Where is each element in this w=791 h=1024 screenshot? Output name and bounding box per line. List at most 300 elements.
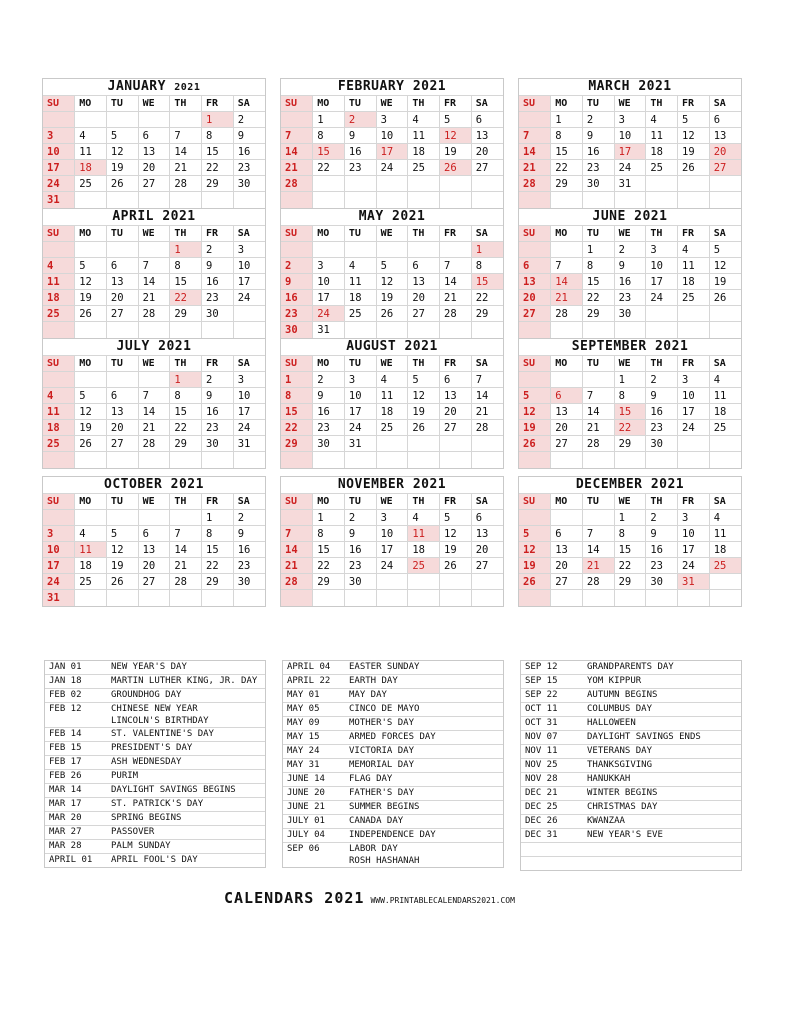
- day-cell: 24: [43, 176, 75, 192]
- holiday-name: MAY DAY: [349, 690, 387, 700]
- day-cell: 18: [646, 144, 678, 160]
- day-cell: 28: [281, 574, 313, 590]
- holiday-row: [283, 814, 503, 828]
- day-cell: [582, 372, 614, 388]
- day-cell: [678, 322, 710, 338]
- day-cell: [709, 322, 741, 338]
- day-cell: 2: [646, 510, 678, 526]
- day-cell: 26: [440, 558, 472, 574]
- day-cell: [43, 242, 75, 258]
- day-cell: 8: [313, 128, 345, 144]
- month-october: [42, 476, 266, 607]
- day-cell: 19: [440, 144, 472, 160]
- weekday-header: TU: [582, 226, 614, 242]
- month-name: AUGUST: [346, 339, 397, 354]
- day-cell: 29: [170, 436, 202, 452]
- month-august: [280, 338, 504, 469]
- month-name: MAY: [358, 209, 384, 224]
- holiday-date: SEP 06: [287, 844, 320, 854]
- day-cell: 17: [678, 404, 710, 420]
- day-cell: 28: [138, 436, 170, 452]
- holiday-name: FLAG DAY: [349, 774, 393, 784]
- day-cell: 2: [202, 242, 234, 258]
- holiday-date: MAR 28: [49, 841, 82, 851]
- day-cell: 30: [233, 574, 265, 590]
- day-cell: 19: [106, 558, 138, 574]
- weekday-header: SU: [281, 356, 313, 372]
- day-cell: 7: [440, 258, 472, 274]
- day-cell: 29: [582, 306, 614, 322]
- day-cell: 25: [678, 290, 710, 306]
- month-name: JULY: [116, 339, 150, 354]
- weekday-header: SU: [519, 226, 551, 242]
- day-cell: 18: [678, 274, 710, 290]
- day-cell: 7: [281, 526, 313, 542]
- day-cell: [408, 574, 440, 590]
- month-name: JUNE: [592, 209, 626, 224]
- day-cell: [519, 452, 551, 468]
- day-cell: [313, 192, 345, 208]
- day-cell: 25: [408, 160, 440, 176]
- day-cell: 27: [709, 160, 741, 176]
- day-cell: 30: [281, 322, 313, 338]
- weekday-header: SU: [281, 226, 313, 242]
- day-cell: 26: [376, 306, 408, 322]
- day-cell: 21: [138, 290, 170, 306]
- day-cell: 8: [471, 258, 503, 274]
- day-cell: 4: [709, 372, 741, 388]
- weekday-header: SU: [519, 96, 551, 112]
- day-cell: 9: [344, 526, 376, 542]
- holiday-list: [44, 660, 266, 868]
- month-december: [518, 476, 742, 607]
- day-cell: 15: [614, 404, 646, 420]
- weekday-header: TH: [646, 494, 678, 510]
- day-cell: [313, 242, 345, 258]
- weekday-header: TH: [646, 96, 678, 112]
- day-cell: 23: [582, 160, 614, 176]
- holiday-row: [283, 800, 503, 814]
- day-cell: 19: [678, 144, 710, 160]
- day-cell: 20: [408, 290, 440, 306]
- month-year: 2021: [654, 339, 689, 354]
- weekday-header: SU: [519, 356, 551, 372]
- weekday-header: TH: [646, 226, 678, 242]
- holiday-date: JUNE 14: [287, 774, 325, 784]
- day-cell: 25: [344, 306, 376, 322]
- day-cell: 10: [614, 128, 646, 144]
- day-cell: 7: [519, 128, 551, 144]
- day-cell: 23: [614, 290, 646, 306]
- day-cell: 2: [344, 510, 376, 526]
- month-name: APRIL: [112, 209, 154, 224]
- day-cell: 2: [344, 112, 376, 128]
- day-cell: 14: [582, 542, 614, 558]
- day-cell: 19: [75, 290, 107, 306]
- day-cell: [408, 322, 440, 338]
- day-cell: 7: [281, 128, 313, 144]
- day-cell: 15: [614, 542, 646, 558]
- day-cell: 17: [233, 404, 265, 420]
- day-cell: [471, 436, 503, 452]
- weekday-header: MO: [313, 356, 345, 372]
- holiday-name: VETERANS DAY: [587, 746, 653, 756]
- day-cell: [106, 452, 138, 468]
- day-cell: [646, 176, 678, 192]
- day-cell: [202, 192, 234, 208]
- day-cell: 12: [519, 542, 551, 558]
- day-cell: 20: [471, 144, 503, 160]
- day-cell: [281, 242, 313, 258]
- day-cell: 11: [43, 274, 75, 290]
- day-cell: 20: [519, 290, 551, 306]
- day-cell: [138, 112, 170, 128]
- day-cell: [408, 242, 440, 258]
- holiday-name: MOTHER'S DAY: [349, 718, 415, 728]
- day-cell: 23: [233, 160, 265, 176]
- day-cell: 3: [614, 112, 646, 128]
- day-cell: 28: [170, 574, 202, 590]
- day-cell: 21: [281, 558, 313, 574]
- day-cell: 12: [75, 404, 107, 420]
- day-cell: 7: [582, 388, 614, 404]
- weekday-header: TH: [408, 494, 440, 510]
- weekday-header: TH: [170, 356, 202, 372]
- day-cell: 10: [313, 274, 345, 290]
- holiday-date: MAR 20: [49, 813, 82, 823]
- weekday-header: TU: [582, 356, 614, 372]
- day-cell: [138, 242, 170, 258]
- holiday-name: PURIM: [111, 771, 139, 781]
- day-cell: 5: [408, 372, 440, 388]
- footer: [224, 888, 515, 907]
- weekday-header: FR: [202, 494, 234, 510]
- weekday-header: SA: [471, 494, 503, 510]
- month-title: [519, 79, 741, 95]
- day-cell: 14: [281, 542, 313, 558]
- day-cell: 25: [75, 176, 107, 192]
- holiday-date: NOV 07: [525, 732, 558, 742]
- weekday-header: WE: [138, 96, 170, 112]
- weekday-header: TU: [106, 226, 138, 242]
- day-cell: 5: [519, 388, 551, 404]
- day-cell: 28: [170, 176, 202, 192]
- day-cell: 23: [646, 558, 678, 574]
- holiday-date: DEC 25: [525, 802, 558, 812]
- holiday-date: MAR 27: [49, 827, 82, 837]
- day-cell: 5: [440, 112, 472, 128]
- weekday-header: WE: [138, 226, 170, 242]
- day-cell: 29: [313, 574, 345, 590]
- day-cell: 13: [709, 128, 741, 144]
- day-cell: [344, 452, 376, 468]
- weekday-header: WE: [614, 96, 646, 112]
- holiday-date: SEP 12: [525, 662, 558, 672]
- day-cell: 28: [519, 176, 551, 192]
- holiday-date: SEP 15: [525, 676, 558, 686]
- day-cell: [678, 306, 710, 322]
- weekday-header: WE: [376, 96, 408, 112]
- holiday-date: DEC 21: [525, 788, 558, 798]
- holiday-date: SEP 22: [525, 690, 558, 700]
- day-cell: 8: [202, 526, 234, 542]
- month-year: 2021: [170, 477, 204, 492]
- weekday-header: TH: [646, 356, 678, 372]
- day-cell: 24: [646, 290, 678, 306]
- day-cell: [408, 192, 440, 208]
- day-cell: 4: [75, 128, 107, 144]
- day-cell: 22: [614, 420, 646, 436]
- day-cell: 31: [313, 322, 345, 338]
- day-cell: [43, 322, 75, 338]
- day-cell: 14: [519, 144, 551, 160]
- day-cell: [440, 436, 472, 452]
- day-cell: 24: [678, 420, 710, 436]
- day-cell: 4: [376, 372, 408, 388]
- weekday-header: SU: [43, 96, 75, 112]
- day-cell: [233, 452, 265, 468]
- day-cell: 16: [202, 274, 234, 290]
- day-cell: 24: [678, 558, 710, 574]
- day-cell: [646, 452, 678, 468]
- day-cell: 10: [678, 526, 710, 542]
- day-cell: 21: [551, 290, 583, 306]
- day-cell: 28: [138, 306, 170, 322]
- month-year: 2021: [412, 79, 447, 94]
- weekday-header: WE: [376, 494, 408, 510]
- day-cell: [551, 510, 583, 526]
- day-cell: 11: [75, 144, 107, 160]
- day-cell: [43, 372, 75, 388]
- weekday-header: FR: [202, 226, 234, 242]
- day-cell: [202, 452, 234, 468]
- day-cell: 28: [582, 574, 614, 590]
- day-cell: 3: [233, 242, 265, 258]
- day-cell: 30: [646, 574, 678, 590]
- holiday-row: [521, 688, 741, 702]
- day-cell: [551, 452, 583, 468]
- day-cell: [170, 452, 202, 468]
- day-cell: [138, 452, 170, 468]
- holiday-name: FATHER'S DAY: [349, 788, 415, 798]
- day-cell: 13: [471, 526, 503, 542]
- weekday-header: MO: [551, 226, 583, 242]
- holiday-name: [585, 857, 741, 870]
- day-cell: 21: [170, 160, 202, 176]
- day-cell: 18: [709, 542, 741, 558]
- day-cell: 12: [376, 274, 408, 290]
- day-cell: 1: [313, 112, 345, 128]
- day-cell: 9: [582, 128, 614, 144]
- holiday-row: [521, 730, 741, 744]
- weekday-header: TH: [408, 226, 440, 242]
- holiday-name: NEW YEAR'S DAY: [111, 662, 187, 672]
- day-cell: [471, 574, 503, 590]
- day-cell: 2: [233, 112, 265, 128]
- day-cell: [233, 322, 265, 338]
- day-cell: 31: [43, 590, 75, 606]
- day-cell: [678, 452, 710, 468]
- day-cell: 25: [709, 420, 741, 436]
- day-cell: [646, 322, 678, 338]
- holiday-date: MAY 24: [287, 746, 320, 756]
- holiday-row: [283, 674, 503, 688]
- day-cell: 27: [551, 574, 583, 590]
- day-cell: 12: [440, 526, 472, 542]
- day-cell: [440, 242, 472, 258]
- day-cell: 19: [75, 420, 107, 436]
- holiday-name: ARMED FORCES DAY: [349, 732, 436, 742]
- holiday-name: ST. PATRICK'S DAY: [111, 799, 204, 809]
- day-cell: 11: [408, 526, 440, 542]
- day-cell: 22: [281, 420, 313, 436]
- month-may: [280, 208, 504, 339]
- day-cell: 20: [471, 542, 503, 558]
- day-cell: 17: [678, 542, 710, 558]
- weekday-header: SA: [709, 356, 741, 372]
- month-title: [281, 477, 503, 493]
- weekday-header: TU: [582, 96, 614, 112]
- holiday-row: [45, 661, 265, 674]
- day-cell: [344, 322, 376, 338]
- holiday-row: [521, 758, 741, 772]
- day-cell: [313, 590, 345, 606]
- day-cell: 26: [75, 436, 107, 452]
- day-cell: 18: [75, 160, 107, 176]
- day-cell: 21: [440, 290, 472, 306]
- holiday-name: THANKSGIVING: [587, 760, 653, 770]
- day-cell: 22: [551, 160, 583, 176]
- day-cell: [344, 176, 376, 192]
- month-september: [518, 338, 742, 469]
- day-cell: 1: [582, 242, 614, 258]
- day-cell: 26: [75, 306, 107, 322]
- holiday-row: [521, 661, 741, 674]
- day-cell: 10: [376, 526, 408, 542]
- day-cell: [281, 510, 313, 526]
- holiday-name: WINTER BEGINS: [587, 788, 658, 798]
- day-cell: [281, 112, 313, 128]
- weekday-header: MO: [551, 494, 583, 510]
- day-cell: [138, 192, 170, 208]
- holiday-name: CINCO DE MAYO: [349, 704, 420, 714]
- weekday-header: FR: [440, 494, 472, 510]
- day-cell: [75, 112, 107, 128]
- holiday-row: [45, 811, 265, 825]
- day-cell: [709, 192, 741, 208]
- holiday-date: FEB 26: [49, 771, 82, 781]
- day-cell: [614, 322, 646, 338]
- holiday-row: [45, 839, 265, 853]
- holiday-row: [521, 744, 741, 758]
- day-cell: [408, 176, 440, 192]
- day-cell: 9: [233, 526, 265, 542]
- holiday-row: [521, 856, 741, 870]
- day-cell: 27: [106, 306, 138, 322]
- day-cell: 17: [233, 274, 265, 290]
- day-cell: [678, 192, 710, 208]
- day-cell: 21: [281, 160, 313, 176]
- day-cell: 26: [519, 436, 551, 452]
- weekday-header: SA: [709, 494, 741, 510]
- weekday-header: MO: [75, 494, 107, 510]
- holiday-name: LABOR DAY ROSH HASHANAH: [349, 844, 420, 866]
- day-cell: 7: [138, 388, 170, 404]
- day-cell: 8: [281, 388, 313, 404]
- weekday-header: MO: [313, 494, 345, 510]
- day-cell: 4: [646, 112, 678, 128]
- holiday-name: DAYLIGHT SAVINGS BEGINS: [111, 785, 236, 795]
- day-cell: [233, 306, 265, 322]
- day-cell: 1: [551, 112, 583, 128]
- weekday-header: SU: [281, 494, 313, 510]
- day-cell: 9: [313, 388, 345, 404]
- day-cell: 20: [106, 290, 138, 306]
- day-cell: [75, 372, 107, 388]
- holiday-date: APRIL 01: [49, 855, 93, 865]
- day-cell: 29: [614, 574, 646, 590]
- day-cell: 4: [43, 388, 75, 404]
- holiday-name: DAYLIGHT SAVINGS ENDS: [587, 732, 701, 742]
- day-cell: 31: [678, 574, 710, 590]
- day-cell: 16: [646, 542, 678, 558]
- holiday-name: MEMORIAL DAY: [349, 760, 415, 770]
- day-cell: 8: [170, 258, 202, 274]
- day-cell: [344, 590, 376, 606]
- weekday-header: WE: [614, 494, 646, 510]
- day-cell: 17: [376, 542, 408, 558]
- day-cell: 3: [313, 258, 345, 274]
- holiday-date: DEC 31: [525, 830, 558, 840]
- weekday-header: FR: [440, 356, 472, 372]
- day-cell: 21: [471, 404, 503, 420]
- holiday-date: MAR 14: [49, 785, 82, 795]
- day-cell: 19: [709, 274, 741, 290]
- day-cell: 22: [202, 160, 234, 176]
- holiday-row: [521, 716, 741, 730]
- day-cell: 26: [106, 176, 138, 192]
- day-cell: 10: [233, 258, 265, 274]
- weekday-header: SA: [709, 96, 741, 112]
- day-cell: 26: [678, 160, 710, 176]
- holiday-row: [45, 825, 265, 839]
- day-cell: [202, 322, 234, 338]
- month-title: [43, 209, 265, 225]
- month-year: 2021: [404, 339, 438, 354]
- day-cell: 14: [281, 144, 313, 160]
- holiday-row: [45, 853, 265, 867]
- day-cell: [43, 452, 75, 468]
- holiday-name: PRESIDENT'S DAY: [111, 743, 193, 753]
- day-cell: 23: [646, 420, 678, 436]
- holiday-name: EARTH DAY: [349, 676, 398, 686]
- holiday-date: [521, 857, 585, 870]
- month-title: [281, 79, 503, 95]
- weekday-header: WE: [138, 356, 170, 372]
- holiday-name: ASH WEDNESDAY: [111, 757, 182, 767]
- day-cell: [519, 112, 551, 128]
- holiday-name: AUTUMN BEGINS: [587, 690, 658, 700]
- day-cell: 12: [106, 144, 138, 160]
- month-year: 2021: [650, 477, 685, 492]
- holiday-row: [283, 730, 503, 744]
- day-cell: 20: [138, 160, 170, 176]
- day-cell: [582, 510, 614, 526]
- holiday-date: MAY 09: [287, 718, 320, 728]
- day-cell: 12: [106, 542, 138, 558]
- day-cell: 22: [582, 290, 614, 306]
- day-cell: 11: [709, 388, 741, 404]
